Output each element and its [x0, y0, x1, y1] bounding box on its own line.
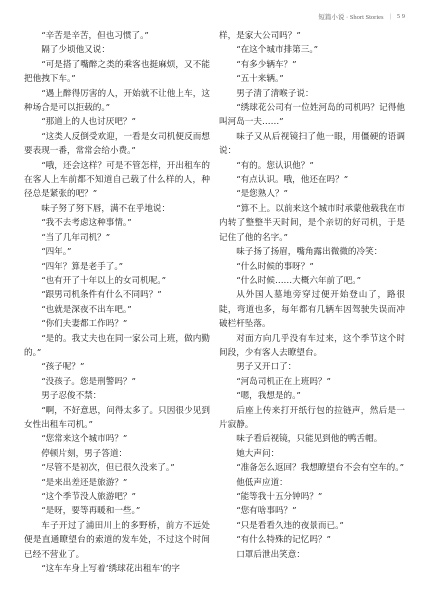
- paragraph: 味子看后视镜，只能见到他的鸭舌帽。: [236, 434, 383, 445]
- paragraph: “哦，还会这样？可是不管怎样，开出租车的在客人上车前都不知道自己载了什么样的人，种径总是紧张的吧？”: [24, 160, 210, 200]
- paragraph: 从外国人墓地旁穿过便开始登山了，路很陡，弯道也多，每年都有几辆车因驾驶失误而冲破栏杆坠落。: [219, 290, 405, 330]
- paragraph: “是您熟人？”: [236, 189, 288, 200]
- paragraph: “河岛司机正在上班吗？”: [236, 376, 331, 387]
- paragraph: “跟男司机条件有什么不同吗？”: [41, 290, 162, 301]
- paragraph: “可是搭了嘴醉之类的乘客也挺麻烦，又不能把他拽下车。”: [24, 59, 210, 85]
- running-header-title: 短篇小说 · Short Stories: [318, 14, 384, 21]
- paragraph: “您常来这个城市吗？”: [41, 434, 128, 445]
- paragraph: “你们夫妻都工作吗？”: [41, 319, 128, 330]
- paragraph: 后座上传来打开纸行包的拉链声，然后是一片寂静。: [219, 405, 405, 430]
- paragraph: “这车车身上写着‘绣球花出租车’的字: [41, 564, 180, 575]
- paragraph: “有多少辆车？”: [236, 59, 297, 70]
- right-text-column: [219, 29, 405, 562]
- paragraph: “辛苦是辛苦，但也习惯了。”: [41, 31, 149, 41]
- paragraph: “嗯，我想是的。”: [236, 391, 301, 402]
- paragraph: “没孩子。您是刑警吗？”: [41, 376, 136, 387]
- paragraph: “五十来辆。”: [236, 74, 284, 85]
- paragraph: 她大声问：: [236, 448, 280, 459]
- paragraph: “尽管不是初次，但已很久没来了。”: [41, 463, 175, 474]
- paragraph: 口罩后泄出笑意：: [236, 549, 305, 560]
- paragraph: 味子扬了扬眉，嘴角露出微微的冷笑：: [236, 247, 383, 258]
- paragraph: “那道上的人也讨厌吧？”: [41, 117, 136, 128]
- paragraph: “这个季节没人旅游吧？”: [41, 492, 136, 502]
- paragraph: “只是看看久违的夜景而已。”: [236, 520, 344, 531]
- paragraph: 味子又从后视镜扫了他一眼，用僵硬的语调说：: [219, 131, 405, 157]
- paragraph: 男子清了清喉子说：: [236, 88, 314, 99]
- paragraph: 男子又开口了：: [236, 362, 297, 373]
- paragraph: “是的。我丈夫也在同一家公司上班，做内勤的。”: [24, 333, 210, 358]
- paragraph: “算不上。以前来这个城市时承蒙他载我在市内转了整整半天时间，是个亲切的好司机，于是记住了他的名字。”: [219, 203, 405, 243]
- paragraph: “什么时候……大概六年前了吧。”: [236, 275, 361, 286]
- paragraph: 男子忍俊不禁：: [41, 391, 102, 402]
- paragraph: 味子努了努下唇，满不在乎地说：: [41, 203, 171, 214]
- paragraph: “这类人反倒受欢迎，一看是女司机便反而想要表现一番，常常会给小费。”: [24, 131, 210, 157]
- paragraph: “有的。您认识他？”: [236, 160, 314, 171]
- header-separator: |: [389, 13, 391, 20]
- paragraph: 车子开过了浦田川上的多野桥，前方不远处便是直通瞭望台的索道的发车处，不过这个时间已经不营业了。: [24, 520, 210, 560]
- paragraph: “准备怎么返回？我想瞭望台不会有空车的。”: [236, 463, 404, 474]
- paragraph: 对面方向几乎没有车过来，这个季节这个时间段，少有客人去瞭望台。: [219, 333, 405, 358]
- paragraph: “什么时候的事呀？”: [236, 261, 314, 272]
- paragraph: “孩子呢？”: [41, 362, 85, 373]
- paragraph: “有什么特殊的记忆吗？”: [236, 535, 331, 546]
- left-text-column: [24, 29, 210, 576]
- paragraph: “是来出差还是旅游？”: [41, 477, 128, 488]
- paragraph: 停顿片刻，男子答道：: [41, 448, 128, 459]
- paragraph: “您有啥事吗？”: [236, 506, 297, 517]
- paragraph: “是呀，要等再暖和一些。”: [41, 506, 141, 517]
- paragraph: “遇上醉得厉害的人，开始就不让他上车，这种场合是可以拒载的。”: [24, 88, 210, 114]
- paragraph: 样，是家大公司吗？”: [219, 31, 301, 41]
- paragraph: “我不去考虑这种事情。”: [41, 218, 132, 229]
- paragraph: “绣球花公司有一位姓河岛的司机吗？记得他叫河岛一夫……”: [219, 103, 405, 128]
- paragraph: “也就是深夜不出车吧。”: [41, 304, 132, 315]
- paragraph: “当了几年司机？”: [41, 232, 111, 243]
- paragraph: “能等我十五分钟吗？”: [236, 492, 323, 502]
- paragraph: “四年？算是老手了。”: [41, 261, 124, 272]
- paragraph: 他低声应道：: [236, 477, 288, 488]
- paragraph: “有点认识。哦，他还在吗？”: [236, 175, 349, 186]
- paragraph: 隔了少顷他又说：: [41, 45, 110, 56]
- paragraph: “啊，不好意思，问得太多了。只因很少见到女性出租车司机。”: [24, 405, 210, 430]
- paragraph: “在这个城市排第三。”: [236, 45, 319, 56]
- page-number: 5 9: [396, 13, 405, 20]
- paragraph: “四年。”: [41, 247, 72, 258]
- running-header: [318, 12, 405, 21]
- paragraph: “也有开了十年以上的女司机呢。”: [41, 275, 166, 286]
